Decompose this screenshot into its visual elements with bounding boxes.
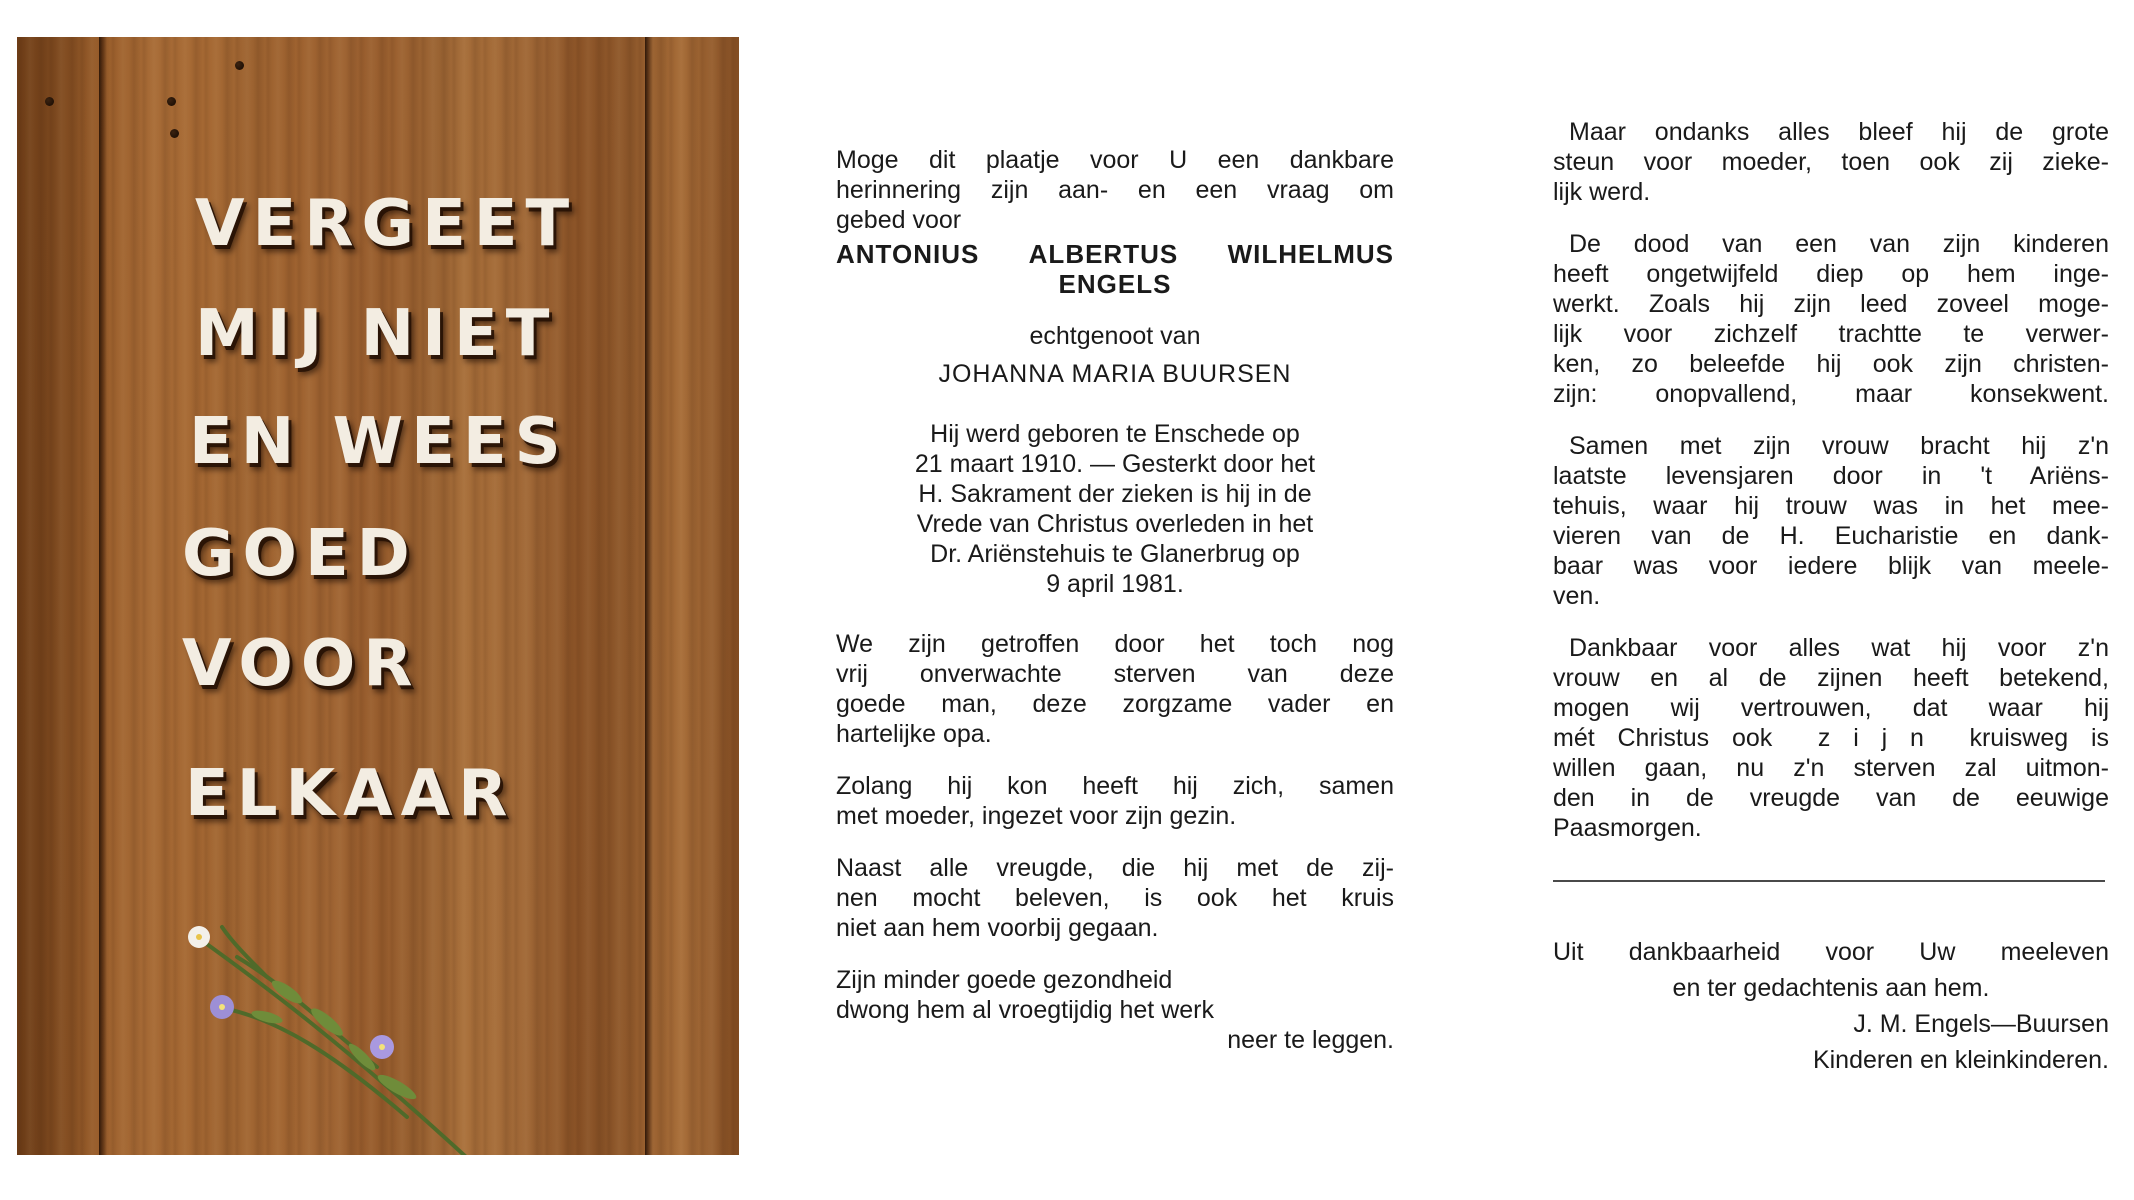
closing-block — [1553, 937, 2109, 1075]
cover-panel — [17, 37, 739, 1155]
paragraph-line: goede man, deze zorgzame vader en — [836, 690, 1394, 718]
motto-line: VERGEET — [195, 187, 578, 261]
paragraph-line: neer te leggen. — [1227, 1026, 1394, 1054]
bio-line: Vrede van Christus overleden in het — [916, 510, 1314, 538]
deceased-name-first — [836, 239, 1394, 269]
closing-line: en ter gedachtenis aan hem. — [1672, 974, 1990, 1002]
paragraph-line: zijn: onopvallend, maar konsekwent. — [1553, 380, 2109, 408]
given-name: ANTONIUS — [836, 239, 980, 269]
paragraph-line: Samen met zijn vrouw bracht hij z'n — [1569, 432, 2109, 460]
middle-text-panel — [836, 145, 1394, 1055]
paragraph-line: tehuis, waar hij trouw was in het mee- — [1553, 492, 2109, 520]
paragraph-line: heeft ongetwijfeld diep op hem inge- — [1553, 260, 2109, 288]
paragraph-line: willen gaan, nu z'n sterven zal uitmon- — [1553, 754, 2109, 782]
paragraph-line: den in de vreugde van de eeuwige — [1553, 784, 2109, 812]
motto-line: VOOR — [182, 627, 421, 701]
bio-line: 21 maart 1910. — Gesterkt door het — [914, 450, 1316, 478]
motto-line: ELKAAR — [185, 757, 516, 831]
motto-line: MIJ NIET — [195, 297, 558, 371]
paragraph-line: Dankbaar voor alles wat hij voor z'n — [1569, 634, 2109, 662]
paragraph-line: ken, zo beleefde hij ook zijn christen- — [1553, 350, 2109, 378]
paragraph-line: nen mocht beleven, is ook het kruis — [836, 884, 1394, 912]
paragraph-line: vrouw en al de zijnen heeft betekend, — [1553, 664, 2109, 692]
paragraph-line: ven. — [1553, 582, 1601, 610]
spouse-name: JOHANNA MARIA BUURSEN — [938, 360, 1292, 388]
paragraph-line: met moeder, ingezet voor zijn gezin. — [836, 802, 1237, 830]
paragraph-line: hartelijke opa. — [836, 720, 992, 748]
paragraph-line: lijk voor zichzelf trachtte te verwer- — [1553, 320, 2109, 348]
bio-line: Hij werd geboren te Enschede op — [930, 420, 1300, 448]
signature: J. M. Engels—Buursen — [1853, 1010, 2109, 1038]
intro-line: gebed voor — [836, 206, 962, 234]
paragraph-line: Paasmorgen. — [1553, 814, 1702, 842]
intro-line: herinnering zijn aan- en een vraag om — [836, 176, 1394, 204]
paragraph-line: Zolang hij kon heeft hij zich, samen — [836, 772, 1394, 800]
paragraph-line: Maar ondanks alles bleef hij de grote — [1569, 118, 2109, 146]
intro-line: Moge dit plaatje voor U een dankbare — [836, 146, 1394, 174]
paragraph-line: Zijn minder goede gezondheid — [836, 966, 1173, 994]
paragraph-line: steun voor moeder, toen ook zij zieke- — [1553, 148, 2109, 176]
bio-line: Dr. Ariënstehuis te Glanerbrug op — [930, 540, 1300, 568]
spouse-label: echtgenoot van — [1029, 322, 1201, 350]
right-text-panel — [1553, 117, 2109, 843]
forget-me-not-flowers-image — [177, 897, 537, 1155]
paragraph-line: mét Christus ook z i j n kruisweg is — [1553, 724, 2109, 752]
closing-line: Uit dankbaarheid voor Uw meeleven — [1553, 938, 2109, 966]
paragraph-line: niet aan hem voorbij gegaan. — [836, 914, 1159, 942]
bio-line: 9 april 1981. — [1046, 570, 1184, 598]
paragraph-line: Naast alle vreugde, die hij met de zij- — [836, 854, 1394, 882]
given-name: ALBERTUS — [1028, 239, 1179, 269]
divider-line — [1553, 880, 2105, 882]
paragraph-line: De dood van een van zijn kinderen — [1569, 230, 2109, 258]
paragraph-line: laatste levensjaren door in 't Ariëns- — [1553, 462, 2109, 490]
bio-line: H. Sakrament der zieken is hij in de — [918, 480, 1312, 508]
motto-line: EN WEES — [189, 405, 569, 479]
family-signature: Kinderen en kleinkinderen. — [1812, 1046, 2109, 1074]
paragraph-line: mogen wij vertrouwen, dat waar hij — [1553, 694, 2109, 722]
paragraph-line: dwong hem al vroegtijdig het werk — [836, 996, 1214, 1024]
paragraph-line: vrij onverwachte sterven van deze — [836, 660, 1394, 688]
paragraph-line: baar was voor iedere blijk van meele- — [1553, 552, 2109, 580]
deceased-surname: ENGELS — [1058, 269, 1172, 299]
paragraph-line: We zijn getroffen door het toch nog — [836, 630, 1394, 658]
given-name: WILHELMUS — [1227, 239, 1394, 269]
motto-line: GOED — [182, 517, 418, 591]
paragraph-line: lijk werd. — [1553, 178, 1651, 206]
paragraph-line: vieren van de H. Eucharistie en dank- — [1553, 522, 2109, 550]
paragraph-line: werkt. Zoals hij zijn leed zoveel moge- — [1553, 290, 2109, 318]
